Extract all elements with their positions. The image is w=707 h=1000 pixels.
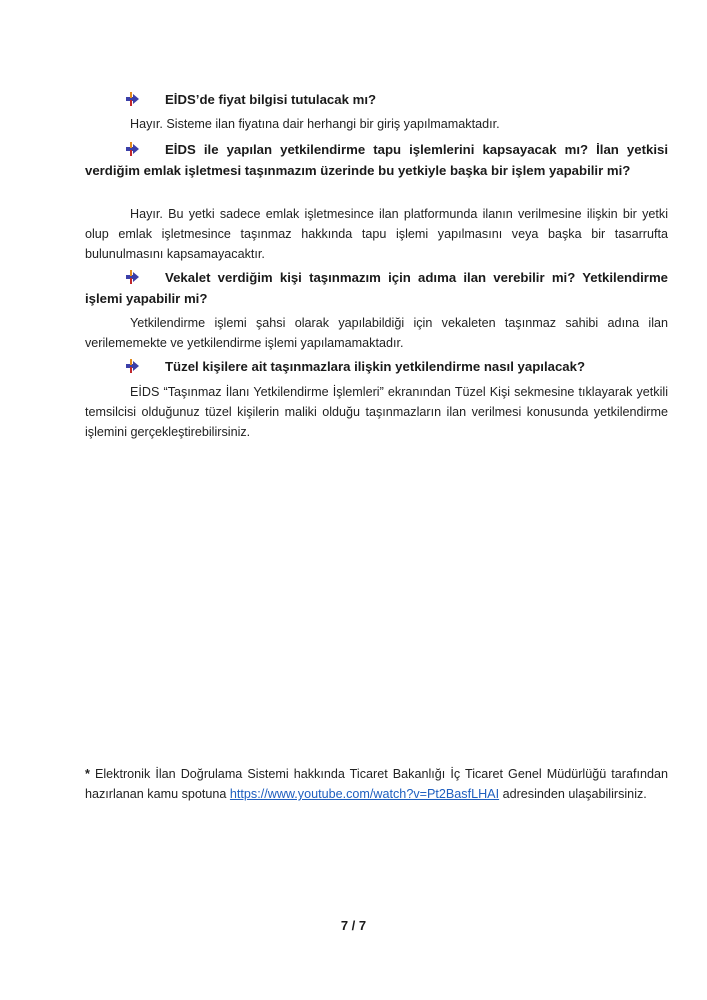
faq-question: EİDS ile yapılan yetkilendirme tapu işlemlerini kapsayacak mı? İlan yetkisi verdiğim emlak işletmesi taşınmazım üzerinde bu yetkiyle başka bir işlem yapabilir mi? bbox=[85, 142, 668, 178]
faq-answer: Hayır. Sisteme ilan fiyatına dair herhangi bir giriş yapılmamaktadır. bbox=[130, 117, 500, 131]
arrow-bullet-icon bbox=[126, 92, 140, 106]
arrow-bullet-icon bbox=[126, 270, 140, 284]
footnote: * Elektronik İlan Doğrulama Sistemi hakkında Ticaret Bakanlığı İç Ticaret Genel Müdürlüğü tarafından hazırlanan kamu spotuna https://www.youtube.com/watch?v=Pt2BasfLHAI adresinden ulaşabilirsiniz. bbox=[85, 767, 669, 801]
faq-question: Vekalet verdiğim kişi taşınmazım için adıma ilan verebilir mi? Yetkilendirme işlemi yapabilir mi? bbox=[85, 270, 668, 306]
faq-answer: Hayır. Bu yetki sadece emlak işletmesince ilan platformunda ilanın verilmesine ilişkin bir yetki olup emlak işletmesince taşınmaz hakkında tapu işlemi yapılmasını veya başka bir tasarrufta bulunulmasını kapsamayacaktır. bbox=[85, 207, 668, 261]
faq-question: EİDS’de fiyat bilgisi tutulacak mı? bbox=[85, 89, 668, 110]
page-number: 7 / 7 bbox=[340, 918, 367, 933]
faq-question: Tüzel kişilere ait taşınmazlara ilişkin yetkilendirme nasıl yapılacak? bbox=[85, 356, 668, 377]
arrow-bullet-icon bbox=[126, 359, 140, 373]
youtube-link[interactable]: https://www.youtube.com/watch?v=Pt2BasfLHAI bbox=[229, 787, 500, 801]
faq-answer: Yetkilendirme işlemi şahsi olarak yapılabildiği için vekaleten taşınmaz sahibi adına ilan verilememekte ve yetkilendirme işlemi yapılamamaktadır. bbox=[85, 316, 668, 350]
arrow-bullet-icon bbox=[126, 142, 140, 156]
faq-answer: EİDS “Taşınmaz İlanı Yetkilendirme İşlemleri” ekranından Tüzel Kişi sekmesine tıklayarak yetkili temsilcisi olduğunuz tüzel kişilerin maliki olduğu taşınmazların ilan verilmesi konusunda yetkilendirme işlemini gerçekleştirebilirsiniz. bbox=[85, 385, 668, 439]
